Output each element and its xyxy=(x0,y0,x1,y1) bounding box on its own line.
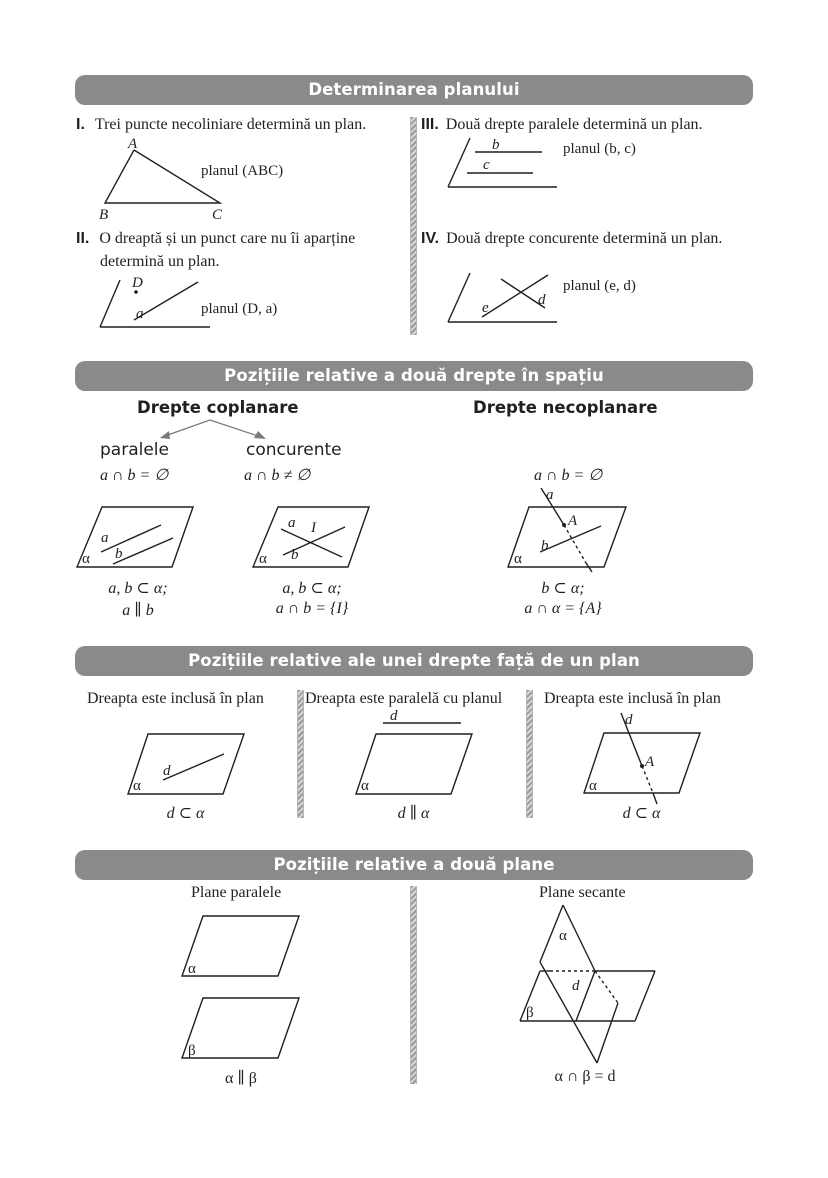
case-3-caption: d ⊂ α xyxy=(622,805,661,822)
line-in-plane-figure xyxy=(126,732,251,797)
noncoplanar-heading: Drepte necoplanare xyxy=(473,398,658,417)
plane-alpha-label: α xyxy=(514,551,522,567)
concurrent-label: concurente xyxy=(246,440,342,460)
case-2-caption: d ∥ α xyxy=(397,805,430,822)
plane-ed-label: planul (e, d) xyxy=(563,278,636,294)
point-b-label: B xyxy=(99,207,109,223)
parallel-planes-heading: Plane paralele xyxy=(191,884,282,901)
item-4-text: Două drepte concurente determină un plan. xyxy=(446,230,723,247)
parallel-planes-caption: α ∥ β xyxy=(225,1070,257,1087)
secant-planes-caption-text: α ∩ β = d xyxy=(554,1068,616,1085)
point-c-label: C xyxy=(212,207,223,223)
case-3-heading: Dreapta este inclusă în plan xyxy=(544,690,721,707)
item-1-text: Trei puncte necoliniare determină un plan. xyxy=(94,116,367,133)
item-1-numeral: I. xyxy=(76,116,85,133)
line-d-label: d xyxy=(572,978,580,994)
line-a-label: a xyxy=(136,306,144,322)
column-divider xyxy=(410,886,417,1084)
concurrent-lines-in-plane-figure xyxy=(251,505,376,570)
secant-planes-caption xyxy=(530,1068,640,1086)
plane-beta-label: β xyxy=(188,1043,196,1059)
line-a-label: a xyxy=(101,530,109,546)
case-1-heading: Dreapta este inclusă în plan xyxy=(87,690,264,707)
section-header-determining-plane: Determinarea planului xyxy=(75,75,753,105)
secant-planes-figure xyxy=(518,903,688,1068)
parallel-caption-2: a ∥ b xyxy=(122,602,154,619)
point-i-label: I xyxy=(311,520,316,536)
plane-abc-label: planul (ABC) xyxy=(201,163,284,179)
item-2-text-line1: O dreaptă și un punct care nu îi aparține xyxy=(99,230,356,247)
line-b-label: b xyxy=(291,547,299,563)
item-2-numeral: II. xyxy=(76,230,90,247)
skew-lines-figure xyxy=(506,485,631,585)
skew-relation: a ∩ b = ∅ xyxy=(534,467,603,484)
line-b-label: b xyxy=(115,546,123,562)
case-2-heading: Dreapta este paralelă cu planul xyxy=(305,690,503,707)
concurrent-caption-2: a ∩ b = {I} xyxy=(275,600,349,617)
line-d-label: d xyxy=(538,292,546,308)
column-divider xyxy=(526,690,533,818)
item-3-numeral: III. xyxy=(421,116,439,133)
line-a-label: a xyxy=(546,487,554,503)
line-d-label: d xyxy=(163,763,171,779)
plane-alpha-label: α xyxy=(188,961,196,977)
parallel-caption-1: a, b ⊂ α; xyxy=(108,580,168,597)
column-divider xyxy=(297,690,304,818)
line-e-label: e xyxy=(482,300,489,316)
skew-caption-2: a ∩ α = {A} xyxy=(524,600,602,617)
line-d-label: d xyxy=(390,708,398,724)
case-1-caption: d ⊂ α xyxy=(166,805,205,822)
coplanar-heading: Drepte coplanare xyxy=(137,398,299,417)
item-2-text-line2: determină un plan. xyxy=(100,253,220,270)
item-1-statement xyxy=(76,115,366,135)
concurrent-lines-figure xyxy=(445,270,565,330)
line-a-label: a xyxy=(288,515,296,531)
item-3-statement xyxy=(421,115,703,135)
section-header-relative-lines: Pozițiile relative a două drepte în spațiu xyxy=(75,361,753,391)
point-a-label: A xyxy=(568,513,578,529)
item-4-numeral: IV. xyxy=(421,230,440,247)
item-3-text: Două drepte paralele determină un plan. xyxy=(445,116,703,133)
plane-alpha-label: α xyxy=(589,778,597,794)
concurrent-relation: a ∩ b ≠ ∅ xyxy=(244,467,311,484)
parallel-planes-figure xyxy=(180,914,305,1064)
point-line-figure xyxy=(98,272,218,332)
skew-caption-1: b ⊂ α; xyxy=(541,580,585,597)
plane-alpha-label: α xyxy=(133,778,141,794)
column-divider xyxy=(410,117,417,335)
item-2-statement xyxy=(76,229,355,249)
plane-alpha-label: α xyxy=(82,551,90,567)
plane-alpha-label: α xyxy=(559,928,567,944)
parallel-label: paralele xyxy=(100,440,169,460)
parallel-relation: a ∩ b = ∅ xyxy=(100,467,169,484)
concurrent-caption-1: a, b ⊂ α; xyxy=(282,580,342,597)
point-a-label: A xyxy=(128,136,138,152)
section-header-line-plane: Pozițiile relative ale unei drepte față de un plan xyxy=(75,646,753,676)
plane-da-label: planul (D, a) xyxy=(201,301,278,317)
line-d-label: d xyxy=(625,712,633,728)
plane-alpha-label: α xyxy=(259,551,267,567)
line-intersecting-plane-figure xyxy=(582,710,707,805)
secant-planes-heading: Plane secante xyxy=(539,884,626,901)
item-4-statement xyxy=(421,229,722,249)
point-d-label: D xyxy=(132,275,143,291)
plane-alpha-label: α xyxy=(361,778,369,794)
line-c-label: c xyxy=(483,157,490,173)
parallel-lines-figure xyxy=(445,135,565,190)
plane-beta-label: β xyxy=(526,1005,534,1021)
line-parallel-plane-figure xyxy=(354,706,479,796)
point-a-label: A xyxy=(645,754,655,770)
line-b-label: b xyxy=(541,538,549,554)
parallel-lines-in-plane-figure xyxy=(75,505,200,570)
section-header-two-planes: Pozițiile relative a două plane xyxy=(75,850,753,880)
line-b-label: b xyxy=(492,137,500,153)
plane-bc-label: planul (b, c) xyxy=(563,141,636,157)
